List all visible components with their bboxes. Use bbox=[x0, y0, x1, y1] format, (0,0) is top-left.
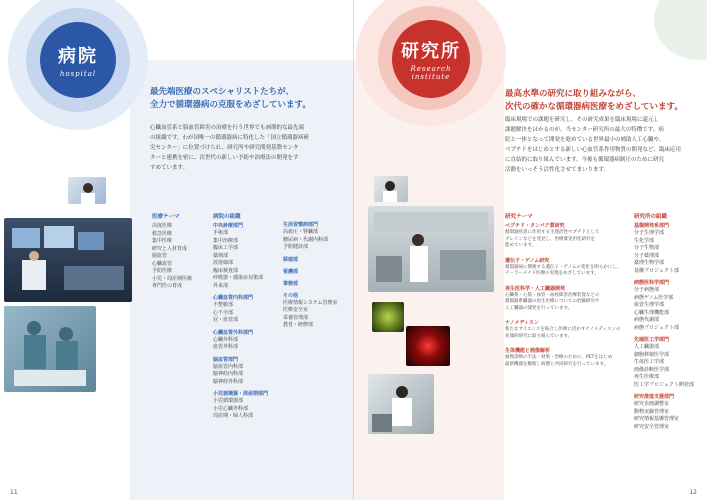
list-item: 生化学部 bbox=[634, 237, 655, 244]
list-item: 心臓生理機能部 bbox=[634, 309, 670, 316]
list-item: 脳神経外科部 bbox=[213, 378, 244, 385]
hospital-emblem bbox=[40, 22, 116, 98]
doctor-portrait-photo bbox=[68, 177, 106, 204]
list-item: 動物実験管理室 bbox=[634, 408, 670, 415]
hospital-body: 心臓血管系と脳血管障害の治療を行う世界でも画期的な最先端 の組織です。わが国唯一の循環器病に特化した「国立循環器病研 究センター」に位置づけられ、研究所や研究開発基盤センタ ターと連携を密に、次世代の新しい予防や治療法の開発をす すめています。 bbox=[150, 125, 310, 171]
list-item: 高血圧・腎臓部 bbox=[283, 229, 319, 235]
list-item: 研究と人材育成 bbox=[152, 245, 188, 252]
list-item: 専門医の育成 bbox=[152, 283, 183, 289]
org-group-title: 小児循環器・周産期部門 bbox=[213, 391, 269, 397]
list-item: 薬理生物学部 bbox=[634, 260, 665, 266]
list-item: 救急医療 bbox=[152, 230, 173, 237]
list-item: 分子生物部 bbox=[634, 245, 660, 251]
org-group-title: 先端医工学部門 bbox=[634, 337, 670, 343]
hospital-org-column bbox=[213, 212, 268, 421]
list-item: 心臓血管 bbox=[152, 260, 173, 267]
list-item: 手術部 bbox=[213, 230, 229, 236]
medical-themes-column bbox=[152, 212, 192, 291]
list-item: 小児循環器部 bbox=[213, 398, 244, 404]
org-group-title: 研究推進支援部門 bbox=[634, 394, 675, 400]
org-group-title: 心臓血管内科部門 bbox=[213, 295, 254, 301]
list-item: 研究安全管理室 bbox=[634, 423, 670, 430]
theme-title: 再生医科学・人工臓器開発 bbox=[505, 285, 566, 292]
theme-title: ペプチド・タンパク質研究 bbox=[505, 223, 565, 229]
theme-description: 画像診断の手法・効果・治療のために、PETをはじめ 最新機器を駆使し病態と共同研究を行っています。 bbox=[505, 355, 613, 367]
list-item: 外来部 bbox=[213, 282, 229, 289]
list-item: 画像診断医学部 bbox=[634, 366, 670, 373]
list-item: 医療情報システム管理室 bbox=[283, 299, 338, 306]
list-item: 医療安全室 bbox=[283, 307, 309, 313]
org-group-title: 生活習慣病部門 bbox=[283, 222, 319, 228]
hospital-org-heading: 病院の組織 bbox=[213, 214, 241, 220]
list-item: 脳血管 bbox=[152, 253, 168, 259]
stem-cell-image bbox=[406, 326, 450, 366]
org-group-title: 基盤開発系部門 bbox=[634, 223, 670, 229]
right-page bbox=[354, 0, 707, 500]
list-item: 血管外科部 bbox=[213, 344, 239, 350]
list-item: 小児心臓外科部 bbox=[213, 405, 249, 412]
list-item: 臨床検査部 bbox=[213, 267, 239, 274]
list-item: 呼吸器・感染症対策部 bbox=[213, 275, 264, 281]
theme-title: 遺伝子・ゲノム研究 bbox=[505, 257, 550, 264]
research-lead: 最高水準の研究に取り組みながら、 次代の確かな循環器病医療をめざしています。 bbox=[505, 89, 683, 112]
list-item: 生体医工学部 bbox=[634, 359, 665, 365]
list-item: 放射線部 bbox=[213, 260, 234, 266]
list-item: 集中治療部 bbox=[213, 237, 239, 244]
research-emblem-subtitle: Research institute bbox=[410, 65, 452, 81]
right-page-corner-halo bbox=[654, 0, 707, 60]
research-emblem bbox=[392, 20, 470, 98]
org-group-title: 中央診療部門 bbox=[213, 223, 244, 229]
list-item: 栄養管理部 bbox=[283, 314, 309, 321]
theme-description: 新たなサイエンスを統合し医療に活かすナノメディスンの 先端的研究に取り組んでいます。 bbox=[505, 327, 621, 339]
theme-description: 心臓系・心筋・血管・血栓障害治療装置などの 循環器系臓器の再生医療についての治験研究や 人工臓器の開発を行っています。 bbox=[505, 292, 600, 311]
list-item: 小児・周産期医療 bbox=[152, 275, 193, 282]
research-themes-heading: 研究テーマ bbox=[505, 214, 533, 220]
list-item: 心不全部 bbox=[213, 309, 234, 316]
hospital-emblem-title: 病院 bbox=[58, 46, 98, 67]
theme-title: 生体機能と画像解析 bbox=[505, 348, 551, 354]
org-group-title: 脳血管部門 bbox=[213, 356, 239, 363]
list-item: 血管生理学部 bbox=[634, 302, 665, 308]
list-item: 予防医療 bbox=[152, 268, 173, 274]
org-group-title: 移植部 bbox=[283, 256, 299, 263]
list-item: 周産期・婦人科部 bbox=[213, 413, 254, 419]
list-item: 基盤プロジェクト部 bbox=[634, 267, 679, 274]
org-group-title: 病態医科学部門 bbox=[634, 280, 670, 286]
research-emblem-title: 研究所 bbox=[401, 41, 461, 62]
medical-themes-heading: 医療テーマ bbox=[152, 214, 180, 220]
list-item: 病態代謝部 bbox=[634, 317, 660, 323]
list-item: 薬剤部 bbox=[213, 252, 229, 259]
org-group-title: 事務部 bbox=[283, 280, 299, 287]
list-item: 集中医療 bbox=[152, 238, 173, 244]
researcher-working-photo bbox=[368, 374, 434, 434]
list-item: 予防健診部 bbox=[283, 244, 309, 250]
list-item: 分子病態部 bbox=[634, 287, 660, 293]
surgery-photo bbox=[4, 306, 96, 392]
microscope-image bbox=[372, 302, 404, 332]
list-item: 糖尿病・代謝内科部 bbox=[283, 236, 329, 243]
list-item: 医工学プロジェクト開発部 bbox=[634, 381, 694, 388]
list-item: 高度医療 bbox=[152, 223, 173, 229]
list-item: 脳神経内科部 bbox=[213, 371, 244, 377]
org-group-title: 看護部 bbox=[283, 268, 299, 275]
list-item: 病態プロジェクト部 bbox=[634, 324, 679, 331]
list-item: 人工臓器部 bbox=[634, 344, 660, 350]
left-page bbox=[0, 0, 353, 500]
list-item: 細胞移植医学部 bbox=[634, 351, 670, 358]
list-item: 脳血管内科部 bbox=[213, 363, 244, 370]
list-item: 不整脈部 bbox=[213, 302, 234, 308]
hospital-org-column-2 bbox=[283, 222, 338, 330]
hospital-emblem-subtitle: hospital bbox=[59, 70, 97, 78]
org-group-title: その他 bbox=[283, 292, 299, 299]
list-item: 研究企画調整室 bbox=[634, 401, 670, 407]
page-number-left: 11 bbox=[10, 489, 18, 496]
hospital-lead: 最先端医療のスペシャリストたちが、 全力で循環器病の克服をめざしています。 bbox=[150, 87, 311, 110]
org-group-title: 心臓血管外科部門 bbox=[213, 329, 254, 336]
theme-description: 循環器病に関連する遺伝子・ゲノムの変化を明らかにし、 テーラーメイド医療の実現をめざしています。 bbox=[505, 264, 622, 276]
theme-description: 循環器疾患に作用する生理活性ペプチドとして グレリンなどを発見し、治療薬実用化研究を 進めています。 bbox=[505, 230, 600, 248]
research-body: 臨床現場での課題を研究し、その研究成果を臨床現場に還元し 課題解決をはかるのが、当センター研究所の最大の特徴です。病 院と一体となって開発を進めている世界最小の補助人工心臓や、 ペプチドをはじめとする新しい心血管系作用物質の開発など、臨床応用 に直結的に取り組んでいます。今後も循環器病制圧のために研究 活動をいっそう活性化させてまいります。 bbox=[505, 117, 682, 173]
list-item: 教育・研修部 bbox=[283, 322, 314, 328]
page-number-right: 12 bbox=[689, 489, 697, 496]
list-item: 冠・血管部 bbox=[213, 317, 239, 323]
list-item: 分子生理学部 bbox=[634, 230, 665, 236]
research-org-column bbox=[634, 212, 694, 431]
list-item: 分子薬理部 bbox=[634, 252, 660, 259]
list-item: 臨床工学部 bbox=[213, 245, 239, 251]
list-item: 病態ゲノム医学部 bbox=[634, 294, 674, 301]
list-item: 心臓外科部 bbox=[213, 336, 239, 343]
list-item: 再生医療部 bbox=[634, 374, 660, 380]
list-item: 研究情報基盤管理室 bbox=[634, 416, 680, 422]
researcher-portrait-photo bbox=[374, 176, 408, 202]
research-org-heading: 研究所の組織 bbox=[634, 214, 668, 220]
hospital-monitors-photo bbox=[4, 218, 132, 302]
research-themes-column bbox=[505, 212, 625, 368]
laboratory-photo bbox=[368, 206, 494, 292]
theme-title: ナノメディスン bbox=[505, 320, 540, 326]
